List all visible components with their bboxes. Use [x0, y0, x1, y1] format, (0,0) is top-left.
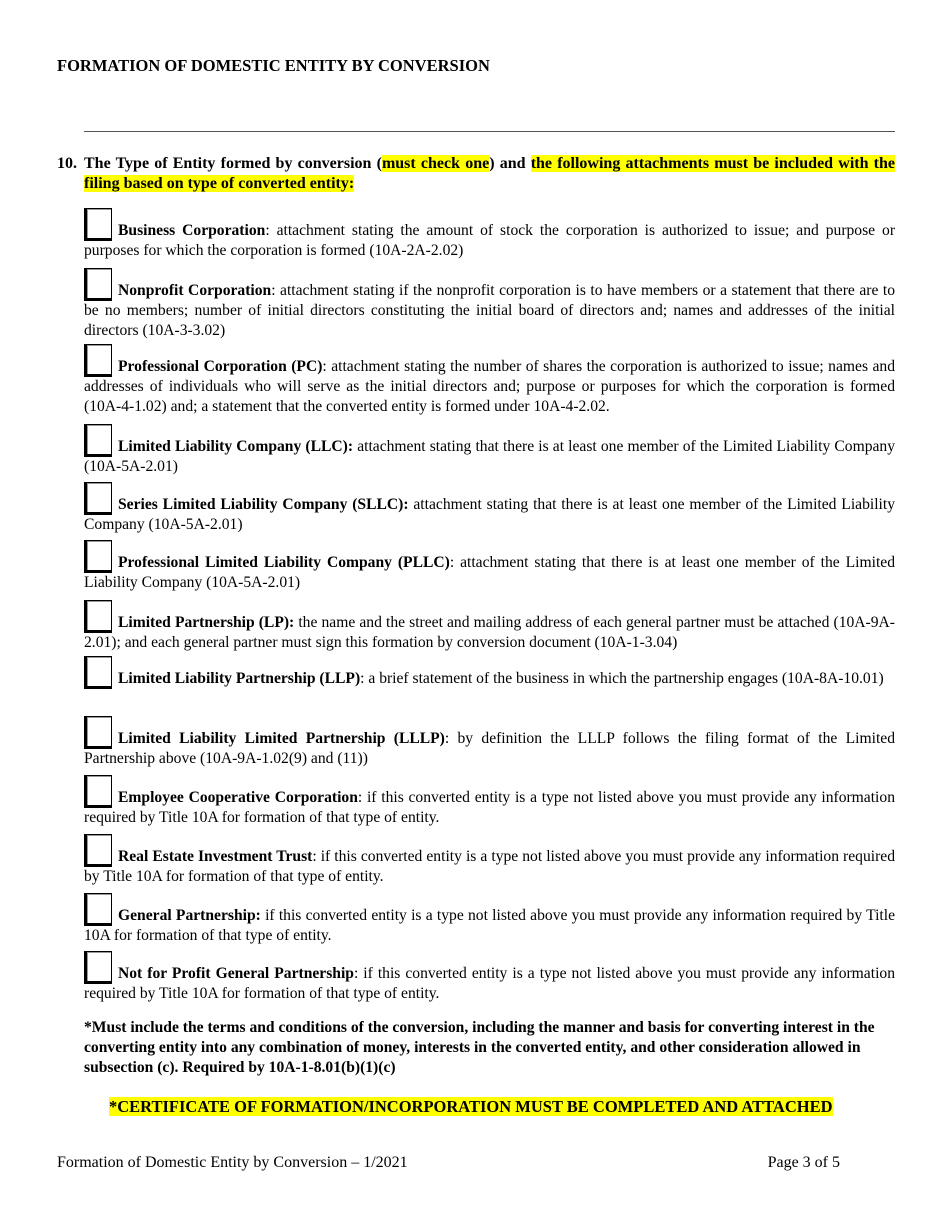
entity-option	[84, 424, 895, 477]
entity-checkbox[interactable]	[84, 775, 112, 808]
entity-checkbox[interactable]	[84, 208, 112, 241]
entity-title: Business Corporation	[118, 222, 266, 239]
entity-description: : a brief statement of the business in which the partnership engages (10A-8A-10.01)	[360, 670, 884, 687]
entity-title: General Partnership:	[118, 907, 261, 924]
entity-checkbox[interactable]	[84, 540, 112, 573]
highlight-must-check: must check one	[381, 155, 490, 172]
entity-checkbox[interactable]	[84, 951, 112, 984]
entity-description: if this converted entity is a type not listed above you must provide any information required by Title 10A for formation of that type of entity.	[84, 907, 895, 944]
entity-checkbox[interactable]	[84, 834, 112, 867]
entity-checkbox[interactable]	[84, 600, 112, 633]
entity-option	[84, 344, 895, 417]
entity-checkbox[interactable]	[84, 268, 112, 301]
entity-checkbox[interactable]	[84, 482, 112, 515]
entity-option	[84, 716, 895, 769]
entity-description: : if this converted entity is a type not listed above you must provide any information required by Title 10A for formation of that type of entity.	[84, 848, 895, 885]
entity-option	[84, 834, 895, 887]
question-10	[57, 154, 895, 194]
entity-description: : attachment stating that there is at least one member of the Limited Liability Company (10A-5A-2.01)	[84, 554, 895, 591]
entity-title: Series Limited Liability Company (SLLC):	[118, 496, 409, 513]
entity-title: Professional Limited Liability Company (PLLC)	[118, 554, 450, 571]
entity-title: Professional Corporation (PC)	[118, 358, 323, 375]
certificate-notice-text: *CERTIFICATE OF FORMATION/INCORPORATION MUST BE COMPLETED AND ATTACHED	[109, 1097, 833, 1116]
entity-option	[84, 482, 895, 535]
entity-title: Limited Liability Limited Partnership (LLLP)	[118, 730, 445, 747]
entity-option	[84, 540, 895, 593]
entity-description: attachment stating that there is at least one member of the Limited Liability Company (10A-5A-2.01)	[84, 438, 896, 475]
conversion-terms-note: *Must include the terms and conditions of the conversion, including the manner and basis for converting interest in the converting entity into any combination of money, interests in the converted entity, and other consideration allowed in subsection (c). Required by 10A-1-8.01(b)(1)(c)	[84, 1019, 875, 1076]
entity-option	[84, 208, 895, 261]
entity-description: the name and the street and mailing address of each general partner must be attached (10A-9A-2.01); and each general partner must sign this formation by conversion document (10A-1-3.04)	[84, 614, 895, 651]
entity-title: Limited Partnership (LP):	[118, 614, 295, 631]
entity-description: : by definition the LLLP follows the filing format of the Limited Partnership above (10A-9A-1.02(9) and (11))	[84, 730, 895, 767]
entity-description: : if this converted entity is a type not listed above you must provide any information required by Title 10A for formation of that type of entity.	[84, 789, 895, 826]
highlight-attachments: the following attachments must be included with the filing based on type of converted entity:	[84, 155, 896, 192]
entity-title: Nonprofit Corporation	[118, 282, 272, 299]
entity-option	[84, 268, 895, 341]
page-number: Page 3 of 5	[767, 1154, 840, 1171]
entity-option	[84, 951, 895, 1004]
entity-checkbox[interactable]	[84, 893, 112, 926]
entity-option	[84, 775, 895, 828]
question-text: The Type of Entity formed by conversion (	[84, 155, 382, 172]
divider	[84, 131, 895, 132]
entity-title: Employee Cooperative Corporation	[118, 789, 358, 806]
entity-checkbox[interactable]	[84, 344, 112, 377]
entity-description: : attachment stating if the nonprofit corporation is to have members or a statement that there are to be no members; number of initial directors constituting the initial board of directors and; names and addresses of the initial directors (10A-3-3.02)	[84, 282, 895, 339]
entity-option	[84, 656, 895, 689]
entity-option	[84, 893, 895, 946]
entity-description: attachment stating that there is at least one member of the Limited Liability Company (10A-5A-2.01)	[84, 496, 895, 533]
page-header: FORMATION OF DOMESTIC ENTITY BY CONVERSION	[57, 56, 490, 75]
entity-title: Real Estate Investment Trust	[118, 848, 313, 865]
entity-description: : attachment stating the number of shares the corporation is authorized to issue; names and addresses of individuals who will serve as the initial directors and; purpose or purposes for which the corporation is formed (10A-4-1.02) and; a statement that the converted entity is formed under 10A-4-2.02.	[84, 358, 895, 415]
entity-checkbox[interactable]	[84, 424, 112, 457]
entity-title: Limited Liability Partnership (LLP)	[118, 670, 361, 687]
question-text-2: ) and	[489, 155, 531, 172]
entity-checkbox[interactable]	[84, 716, 112, 749]
entity-checkbox[interactable]	[84, 656, 112, 689]
certificate-notice	[109, 1097, 833, 1117]
footer-title: Formation of Domestic Entity by Conversion – 1/2021	[57, 1154, 408, 1171]
entity-option	[84, 600, 895, 653]
entity-description: : attachment stating the amount of stock the corporation is authorized to issue; and purpose or purposes for which the corporation is formed (10A-2A-2.02)	[84, 222, 896, 259]
entity-title: Not for Profit General Partnership	[118, 965, 354, 982]
entity-title: Limited Liability Company (LLC):	[118, 438, 354, 455]
question-number: 10.	[57, 155, 77, 172]
entity-description: : if this converted entity is a type not listed above you must provide any information required by Title 10A for formation of that type of entity.	[84, 965, 895, 1002]
